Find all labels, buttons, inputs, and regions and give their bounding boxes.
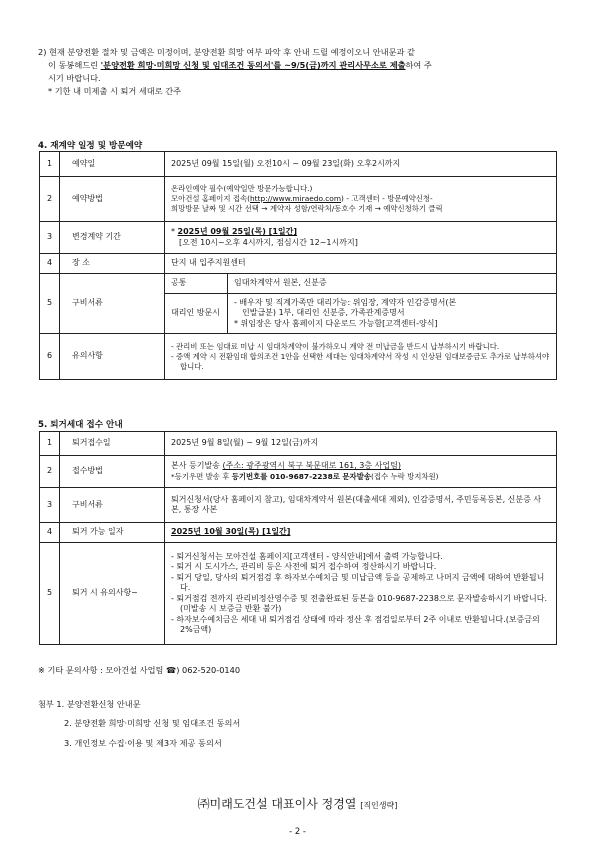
deadline-notice: '분양전환 희망·미희망 신청 및 임대조건 동의서'를 ~9/5(금)까지 관리사무소로 제출 bbox=[100, 60, 406, 70]
row-number: 3 bbox=[40, 222, 60, 254]
contract-period: * 2025년 09월 25일(목) [1일간] [오전 10시~오후 4시까지, 점심시간 12~1시까지] bbox=[165, 222, 557, 254]
reservation-date: 2025년 09월 15일(월) 오전10시 ~ 09월 23일(화) 오후2시까지 bbox=[165, 152, 557, 177]
row-label: 구비서류 bbox=[60, 274, 165, 334]
intro-line-4: * 기한 내 미제출 시 퇴거 세대로 간주 bbox=[48, 86, 182, 96]
intro-line-3: 시기 바랍니다. bbox=[48, 73, 101, 83]
row-label: 유의사항 bbox=[60, 334, 165, 380]
contact-info: ※ 기타 문의사항 : 모아건설 사업팀 ☎) 062-520-0140 bbox=[38, 665, 241, 675]
row-number: 2 bbox=[40, 177, 60, 222]
row-number: 6 bbox=[40, 334, 60, 380]
section-5-table bbox=[39, 431, 557, 645]
row-number: 5 bbox=[40, 274, 60, 334]
section-4-table bbox=[39, 151, 557, 380]
proxy-docs: - 배우자 및 직계가족만 대리가능: 위임장, 계약자 인감증명서(본 인발급분) 1부, 대리인 신분증, 가족관계증명서 * 위임장은 당사 홈페이지 다운로드 가능함[고객센터-양식] bbox=[228, 294, 557, 334]
intro-line-1: 2) 현재 분양전환 절차 및 금액은 미정이며, 분양전환 희망 여부 파악 후 안내 드릴 예정이오니 안내문과 같 bbox=[38, 47, 415, 57]
row-label: 퇴거 가능 일자 bbox=[60, 523, 165, 543]
sub-label-proxy: 대리인 방문시 bbox=[165, 294, 228, 334]
sub-label-common: 공통 bbox=[165, 274, 228, 294]
precautions: - 관리비 또는 임대료 미납 시 임대차계약이 불가하오니 계약 전 미납금을 반드시 납부하시기 바랍니다. - 증액 계약 시 전환임대 합의조건 1안을 선택한 세대는 임대차계약서 작성 시 인상된 임대보증금도 추가로 납부하셔야 합니다. bbox=[165, 334, 557, 380]
row-label: 퇴거접수일 bbox=[60, 432, 165, 456]
submission-method: 본사 등기발송 (주소: 광주광역시 북구 북문대로 161, 3층 사업팀) *등기우편 발송 후 등기번호를 010-9687-2238로 문자발송(접수 누락 방지차원) bbox=[165, 456, 557, 488]
row-label: 접수방법 bbox=[60, 456, 165, 488]
row-number: 1 bbox=[40, 152, 60, 177]
row-label: 변경계약 기간 bbox=[60, 222, 165, 254]
row-number: 3 bbox=[40, 488, 60, 523]
row-number: 4 bbox=[40, 254, 60, 274]
required-documents: 퇴거신청서(당사 홈페이지 참고), 임대차계약서 원본(대출세대 제외), 인감증명서, 주민등록등본, 신분증 사본, 통장 사본 bbox=[165, 488, 557, 523]
section-5-title: 5. 퇴거세대 접수 안내 bbox=[38, 420, 123, 430]
row-number: 5 bbox=[40, 543, 60, 645]
homepage-link[interactable]: http://www.miraedo.com bbox=[249, 194, 342, 203]
row-label: 예약방법 bbox=[60, 177, 165, 222]
row-number: 4 bbox=[40, 523, 60, 543]
row-label: 퇴거 시 유의사항~ bbox=[60, 543, 165, 645]
signature-name: ㈜미래도건설 대표이사 정경열 bbox=[197, 797, 357, 811]
row-label: 장 소 bbox=[60, 254, 165, 274]
reservation-method: 온라인예약 필수(예약일만 방문가능합니다.) 모아건설 홈페이지 접속(http://www.miraedo.com) - 고객센터 - 방문예약신청- 희망방문 날짜 및 시간 선택 → 계약자 성함/연락처/동호수 기재 → 예약신청하기 클릭 bbox=[165, 177, 557, 222]
signature bbox=[0, 795, 595, 812]
attachment-2: 2. 분양전환 희망·미희망 신청 및 임대조건 동의서 bbox=[64, 718, 241, 728]
move-out-date: 2025년 10월 30일(목) [1일간] bbox=[165, 523, 557, 543]
attachment-1: 첨부 1. 분양전환신청 안내문 bbox=[38, 699, 141, 709]
move-out-dates: 2025년 9월 8일(월) ~ 9월 12일(금)까지 bbox=[165, 432, 557, 456]
intro-line-2: 이 동봉해드린 '분양전환 희망·미희망 신청 및 임대조건 동의서'를 ~9/5(금)까지 관리사무소로 제출하여 주 bbox=[48, 60, 432, 70]
seal-omitted: [직인생략] bbox=[360, 801, 398, 810]
location: 단지 내 입주지원센터 bbox=[165, 254, 557, 274]
row-label: 구비서류 bbox=[60, 488, 165, 523]
section-4-title: 4. 재계약 일정 및 방문예약 bbox=[38, 141, 143, 151]
row-label: 예약일 bbox=[60, 152, 165, 177]
move-out-precautions: - 퇴거신청서는 모아건설 홈페이지[고객센터 - 양식안내]에서 출력 가능합니다. - 퇴거 시 도시가스, 관리비 등은 사전에 퇴거 접수하여 정산하시기 바랍니다. - 퇴거 당일, 당사의 퇴거점검 후 하자보수예치금 및 미납금액 등을 공제하고 나머지 금액에 대하여 반환됩니다. - 퇴거점검 전까지 관리비정산영수증 및 전출완료된 등본을 010-9687-2238으로 문자발송하시기 바랍니다. (미발송 시 보증금 반환 불가) - 하자보수예치금은 세대 내 퇴거점검 상태에 따라 정산 후 점검일로부터 2주 이내로 반환됩니다.(보증금의 2%금액) bbox=[165, 543, 557, 645]
attachment-3: 3. 개인정보 수집·이용 및 제3자 제공 동의서 bbox=[64, 738, 222, 748]
row-number: 1 bbox=[40, 432, 60, 456]
common-docs: 임대차계약서 원본, 신분증 bbox=[228, 274, 557, 294]
page-number: - 2 - bbox=[289, 826, 306, 836]
row-number: 2 bbox=[40, 456, 60, 488]
intro-paragraph bbox=[38, 46, 558, 98]
